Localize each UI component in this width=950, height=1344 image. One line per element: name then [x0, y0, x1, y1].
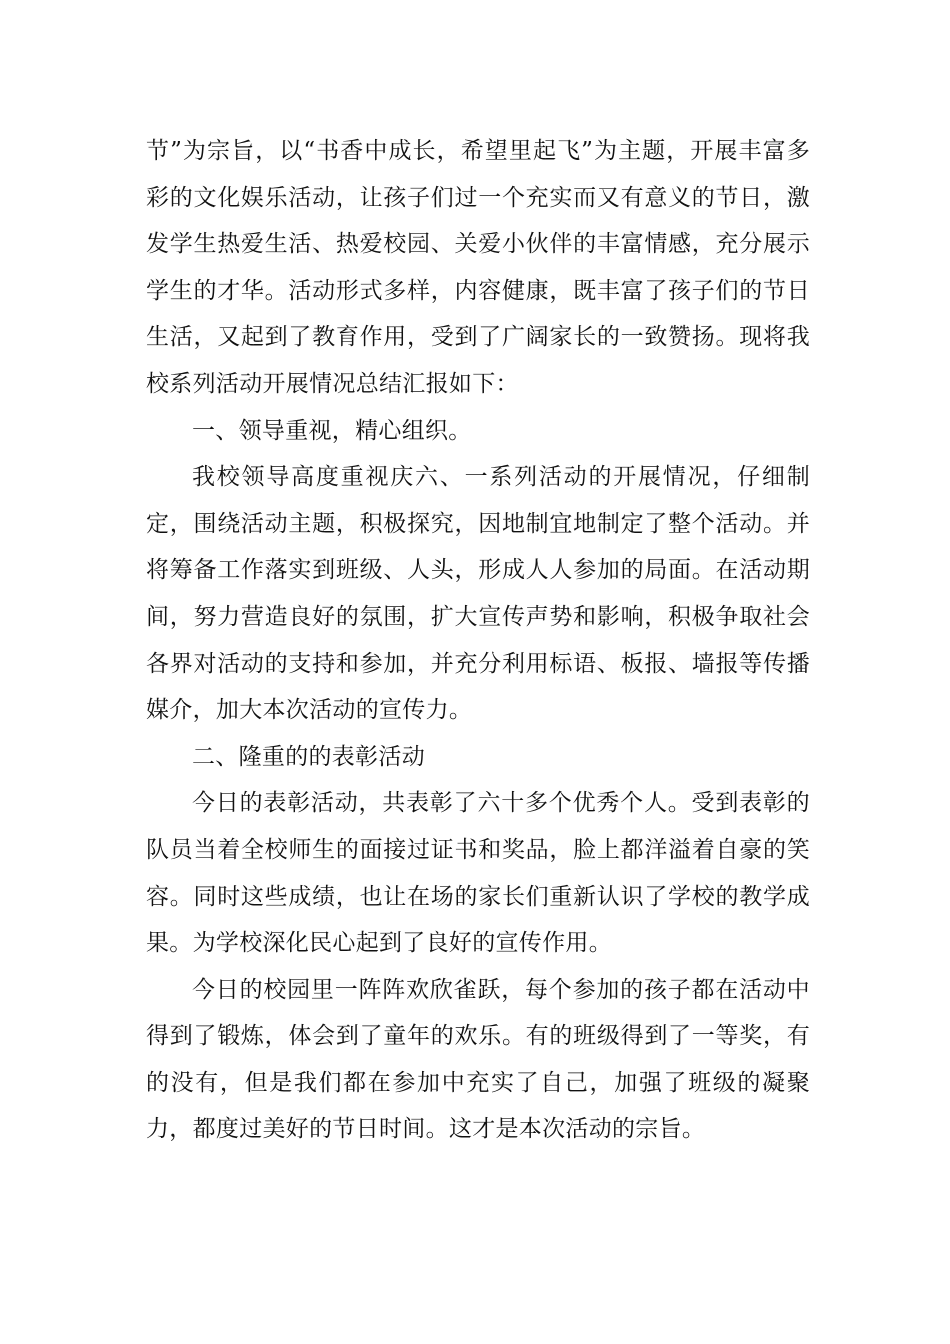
section-heading-2: 二、隆重的的表彰活动 [192, 743, 425, 770]
paragraph-section-2: 今日的表彰活动，共表彰了六十多个优秀个人。受到表彰的队员当着全校师生的面接过证书和奖品，脸上都洋溢着自豪的笑容。同时这些成绩，也让在场的家长们重新认识了学校的教学成果。为学校深化民心起到了良好的宣传作用。 [146, 790, 810, 957]
paragraph-closing: 今日的校园里一阵阵欢欣雀跃，每个参加的孩子都在活动中得到了锻炼，体会到了童年的欢乐。有的班级得到了一等奖，有的没有，但是我们都在参加中充实了自己，加强了班级的凝聚力，都度过美好的节日时间。这才是本次活动的宗旨。 [146, 976, 810, 1143]
paragraph-section-1: 我校领导高度重视庆六、一系列活动的开展情况，仔细制定，围绕活动主题，积极探究，因地制宜地制定了整个活动。并将筹备工作落实到班级、人头，形成人人参加的局面。在活动期间，努力营造良好的氛围，扩大宣传声势和影响，积极争取社会各界对活动的支持和参加，并充分利用标语、板报、墙报等传播媒介，加大本次活动的宣传力。 [146, 464, 810, 724]
document-body [146, 128, 810, 1153]
section-heading-1: 一、领导重视，精心组织。 [192, 417, 472, 444]
paragraph-intro: 节”为宗旨，以“书香中成长，希望里起飞”为主题，开展丰富多彩的文化娱乐活动，让孩子们过一个充实而又有意义的节日，激发学生热爱生活、热爱校园、关爱小伙伴的丰富情感，充分展示学生的才华。活动形式多样，内容健康，既丰富了孩子们的节日生活，又起到了教育作用，受到了广阔家长的一致赞扬。现将我校系列活动开展情况总结汇报如下： [146, 138, 810, 397]
